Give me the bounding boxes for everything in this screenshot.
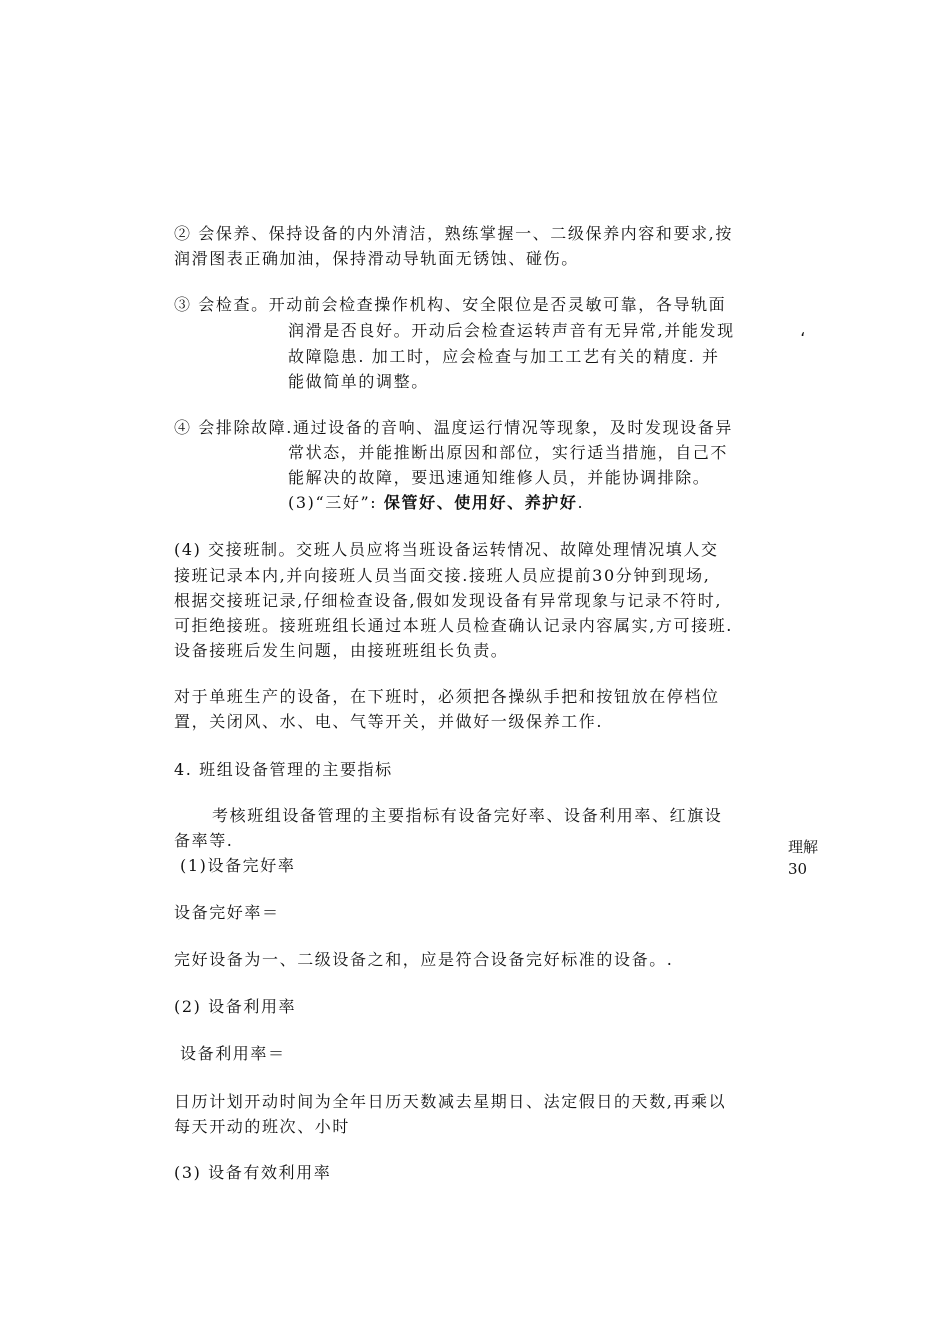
margin-note-line-1: 理解 — [788, 838, 819, 856]
para-3-line-4: 能做简单的调整。 — [288, 372, 429, 391]
three-good-items: 保管好、使用好、养护好 — [383, 493, 578, 512]
section-4-intro-line-1: 考核班组设备管理的主要指标有设备完好率、设备利用率、红旗设 — [212, 806, 723, 825]
section-4-title: 4. 班组设备管理的主要指标 — [174, 760, 393, 779]
stray-mark: ، — [800, 321, 806, 340]
para-2-line-1: ② 会保养、保持设备的内外清洁，熟练掌握一、二级保养内容和要求,按 — [174, 224, 733, 243]
note-2-line-1: 日历计划开动时间为全年日历天数减去星期日、法定假日的天数,再乘以 — [174, 1092, 727, 1111]
para-4-line-2: 常状态，并能推断出原因和部位，实行适当措施，自己不 — [288, 443, 729, 462]
three-good-end: . — [577, 493, 585, 512]
para-4-line-3: 能解决的故障，要迅速通知维修人员，并能协调排除。 — [288, 468, 711, 487]
handover-line-4: 可拒绝接班。接班班组长通过本班人员检查确认记录内容属实,方可接班. — [174, 616, 733, 635]
note-1: 完好设备为一、二级设备之和，应是符合设备完好标准的设备。. — [174, 950, 674, 969]
section-4-intro-line-2: 备率等. — [174, 831, 234, 850]
formula-1-label: 设备完好率＝ — [174, 903, 280, 922]
item-2-heading: (2) 设备利用率 — [174, 997, 297, 1016]
item-1-heading: (1)设备完好率 — [180, 856, 296, 875]
three-good-line — [288, 493, 584, 513]
margin-note-line-2: 30 — [788, 860, 808, 878]
para-3-line-3: 故障隐患. 加工时，应会检查与加工工艺有关的精度. 并 — [288, 347, 720, 366]
para-4-line-1: ④ 会排除故障.通过设备的音响、温度运行情况等现象，及时发现设备异 — [174, 418, 733, 437]
single-shift-line-1: 对于单班生产的设备，在下班时，必须把各操纵手把和按钮放在停档位 — [174, 687, 720, 706]
handover-line-3: 根据交接班记录,仔细检查设备,假如发现设备有异常现象与记录不符时, — [174, 591, 723, 610]
para-2-line-2: 润滑图表正确加油，保持滑动导轨面无锈蚀、碰伤。 — [174, 249, 579, 268]
three-good-prefix: (3)“三好”: — [288, 493, 384, 512]
handover-line-5: 设备接班后发生问题，由接班班组长负责。 — [174, 641, 509, 660]
para-3-line-2: 润滑是否良好。开动后会检查运转声音有无异常,并能发现 — [288, 321, 735, 340]
single-shift-line-2: 置，关闭风、水、电、气等开关，并做好一级保养工作. — [174, 712, 604, 731]
item-3-heading: (3) 设备有效利用率 — [174, 1163, 332, 1182]
handover-line-2: 接班记录本内,并向接班人员当面交接.接班人员应提前30分钟到现场, — [174, 566, 711, 585]
handover-line-1: (4) 交接班制。交班人员应将当班设备运转情况、故障处理情况填人交 — [174, 540, 719, 559]
para-3-line-1: ③ 会检查。开动前会检查操作机构、安全限位是否灵敏可靠，各导轨面 — [174, 295, 727, 314]
formula-2-label: 设备利用率＝ — [180, 1044, 286, 1063]
note-2-line-2: 每天开动的班次、小时 — [174, 1117, 351, 1136]
